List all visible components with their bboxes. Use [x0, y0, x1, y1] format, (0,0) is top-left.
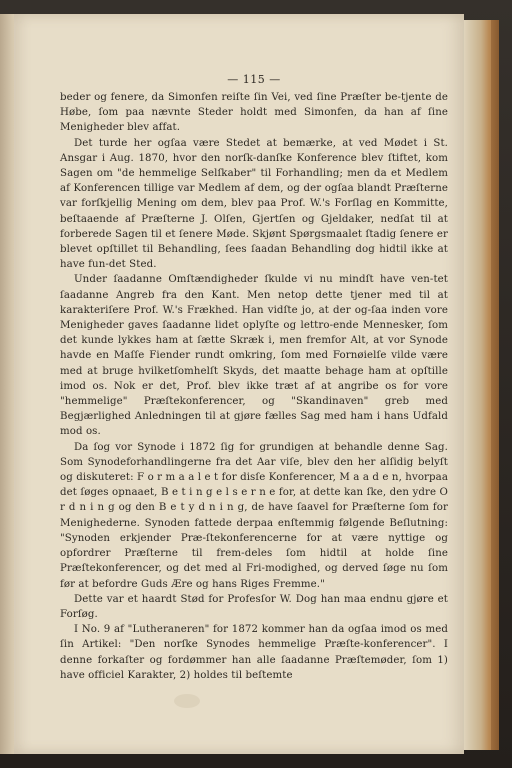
paragraph-5: Dette var et haardt Stød for Profesſor W. Dog han maa endnu gjøre et Forſøg. [60, 593, 448, 620]
book-page-edges [458, 20, 499, 750]
page-body-text [60, 90, 448, 683]
paragraph-4: Da ſog vor Synode i 1872 ſig for grundigen at behandle denne Sag. Som Synodeforhandlingerne fra det Aar viſe, blev den her alſidig belyſt og diskuteret: F o r m a a l e t for disſe Konferencer, M a a d e n, hvorpaa det ſøges opnaaet, B e t i n g e l s e r n e for, at dette kan ſke, den ydre O r d n i n g og den B e t y d n i n g, de have ſaavel for Præſterne ſom for Menighederne. Synoden fattede derpaa enſtemmig følgende Beſlutning: "Synoden erkjender Præ-ſtekonferencerne for at være nyttige og opfordrer Præſterne til frem-deles ſom hidtil at holde ſine Præſtekonferencer, og det med al Fri-modighed, og derved ſøge nu ſom før at befordre Guds Ære og hans Riges Fremme." [60, 441, 448, 590]
paragraph-2: Det turde her ogſaa være Stedet at bemærke, at ved Mødet i St. Ansgar i Aug. 1870, hvor den norſk-danſke Konference blev ſtiftet, kom Sagen om "de hemmelige Selſkaber" til Forhandling; men da et Medlem af Konferencen tillige var Medlem af dem, og der ogſaa blandt Præſterne var forſkjellig Mening om dem, blev paa Prof. W.'s Forſlag en Kommitte, beſtaaende af Præſterne J. Olſen, Gjertſen og Gjeldaker, nedſat til at forberede Sagen til et ſenere Møde. Skjønt Spørgsmaalet ſtadig ſenere er blevet opſtillet til Behandling, ſees ſaadan Behandling dog hidtil ikke at have fun-det Sted. [60, 137, 448, 271]
paragraph-1: beder og fenere, da Simonfen reiſte ſin Vei, ved ſine Præſter be-tjente de Høbe, ſom paa nævnte Steder holdt med Simonfen, da han af ſine Menigheder blev affat. [60, 92, 448, 134]
paragraph-6: I No. 9 af "Lutheraneren" for 1872 kommer han da ogſaa imod os med ſin Artikel: "Den norſke Synodes hemmelige Præſte-konferencer". I denne forkaſter og fordømmer han alle ſaadanne Præſtemøder, ſom 1) have officiel Karakter, 2) holdes til beſtemte [60, 624, 448, 681]
page-number-header: — 115 — [227, 73, 281, 86]
paper-stain [174, 694, 200, 708]
paragraph-3: Under ſaadanne Omſtændigheder ſkulde vi nu mindſt have ven-tet ſaadanne Angreb fra den Kant. Men netop dette tjener med til at karakteriſere Prof. W.'s Frækhed. Han vidſte jo, at der og-ſaa inden vore Menigheder gaves ſaadanne lidet oplyſte og lettro-ende Mennesker, ſom det kunde lykkes ham at ſætte Skræk i, men fremfor Alt, at vor Synode havde en Maſſe Fiender rundt omkring, ſom med Fornøielſe vilde være med at bruge hvilketſomhelſt Skyds, det maatte behage ham at opſtille imod os. Nok er det, Prof. blev ikke træt af at angribe os for vore "hemmelige" Præſtekonferencer, og "Skandinaven" greb med Begjærlighed Anledningen til at gjøre fælles Sag med ham i hans Udfald mod os. [60, 274, 448, 438]
